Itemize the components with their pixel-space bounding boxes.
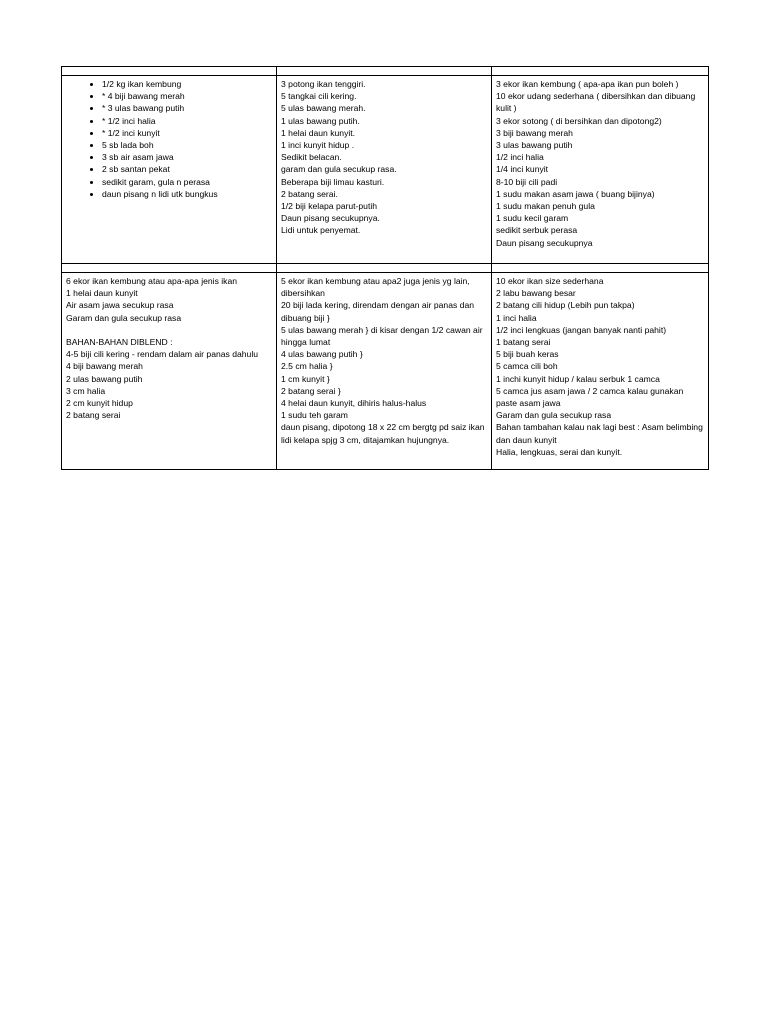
- ingredient-line: 4-5 biji cili kering - rendam dalam air panas dahulu: [66, 349, 259, 360]
- recipe-cell-4: [62, 273, 277, 470]
- recipe-cell-1: [62, 76, 277, 264]
- ingredient-line: 1/4 inci kunyit: [496, 164, 549, 175]
- ingredient-line: 2.5 cm halia }: [281, 361, 333, 372]
- ingredient-line: 5 ulas bawang merah.: [281, 103, 366, 114]
- recipe-cell-3: [492, 76, 709, 264]
- ingredient-line: 1 sudu makan penuh gula: [496, 201, 595, 212]
- ingredient-line: Garam dan gula secukup rasa: [66, 312, 182, 323]
- empty-cell: [277, 264, 492, 273]
- ingredient-line: 3 potong ikan tenggiri.: [281, 79, 366, 89]
- ingredient-line: daun pisang, dipotong 18 x 22 cm bergtg pd saiz ikan: [281, 422, 485, 433]
- ingredient-line: 5 ulas bawang merah } di kisar dengan 1/2 cawan air hingga lumat: [281, 324, 485, 348]
- ingredient-line: 3 cm halia: [66, 385, 106, 396]
- ingredient-item: • 5 sb lada boh: [102, 139, 272, 151]
- ingredient-list: [66, 78, 272, 200]
- ingredient-line: 3 ekor ikan kembung ( apa-apa ikan pun boleh ): [496, 79, 679, 89]
- ingredient-line: 1/2 inci lengkuas (jangan banyak nanti pahit): [496, 324, 667, 335]
- ingredient-line: 10 ekor ikan size sederhana: [496, 276, 604, 286]
- ingredient-line: Bahan tambahan kalau nak lagi best : Asam belimbing dan daun kunyit: [496, 422, 706, 445]
- ingredient-line: 2 labu bawang besar: [496, 288, 576, 299]
- ingredient-line: Garam dan gula secukup rasa: [496, 410, 612, 421]
- ingredient-item: • * 1/2 inci halia: [102, 115, 272, 127]
- ingredient-item: • 1/2 kg ikan kembung: [102, 78, 272, 90]
- ingredient-line: 5 tangkai cili kering.: [281, 91, 357, 102]
- ingredient-line: 2 batang serai.: [281, 188, 338, 199]
- ingredient-line: 2 batang serai: [66, 410, 121, 421]
- empty-cell: [492, 264, 709, 273]
- ingredient-item: • * 1/2 inci kunyit: [102, 127, 272, 139]
- ingredient-line: 5 camca jus asam jawa / 2 camca kalau gunakan paste asam jawa: [496, 385, 686, 409]
- ingredient-line: Daun pisang secukupnya.: [281, 213, 380, 224]
- ingredient-line: 4 ulas bawang putih }: [281, 349, 363, 360]
- ingredient-line: 1 sudu kecil garam: [496, 213, 569, 224]
- ingredient-line: Air asam jawa secukup rasa: [66, 300, 174, 311]
- empty-cell: [492, 67, 709, 76]
- ingredient-item: • * 3 ulas bawang putih: [102, 102, 272, 114]
- ingredient-line: 5 ekor ikan kembung atau apa2 juga jenis yg lain, dibersihkan: [281, 276, 473, 299]
- ingredient-line: 1 inchi kunyit hidup / kalau serbuk 1 camca: [496, 373, 660, 384]
- ingredient-item: • daun pisang n lidi utk bungkus: [102, 188, 272, 200]
- ingredient-line: 1 inci kunyit hidup .: [281, 140, 355, 151]
- ingredient-line: Halia, lengkuas, serai dan kunyit.: [496, 446, 623, 457]
- ingredient-line: 2 ulas bawang putih: [66, 373, 143, 384]
- ingredient-line: 4 helai daun kunyit, dihiris halus-halus: [281, 398, 427, 409]
- ingredient-line: 3 biji bawang merah: [496, 127, 573, 138]
- ingredient-line: 8-10 biji cili padi: [496, 176, 558, 187]
- ingredient-line: 5 biji buah keras: [496, 349, 559, 360]
- recipe-cell-6: [492, 273, 709, 470]
- ingredient-line: 1 batang serai: [496, 337, 551, 348]
- ingredient-line: BAHAN-BAHAN DIBLEND :: [66, 337, 173, 348]
- table-row: [62, 273, 709, 470]
- ingredient-line: [66, 324, 272, 336]
- ingredient-line: 6 ekor ikan kembung atau apa-apa jenis ikan: [66, 276, 238, 286]
- ingredient-line: 4 biji bawang merah: [66, 361, 143, 372]
- ingredient-line: 1/2 biji kelapa parut-putih: [281, 201, 378, 212]
- ingredient-line: 10 ekor udang sederhana ( dibersihkan dan dibuang kulit ): [496, 91, 698, 114]
- ingredient-line: Daun pisang secukupnya: [496, 237, 593, 248]
- ingredient-line: 5 camca cili boh: [496, 361, 558, 372]
- recipe-cell-2: [277, 76, 492, 264]
- ingredient-line: 1 sudu teh garam: [281, 410, 348, 421]
- ingredient-line: 1 sudu makan asam jawa ( buang bijinya): [496, 188, 655, 199]
- table-header-row: [62, 67, 709, 76]
- ingredient-item: • sedikit garam, gula n perasa: [102, 176, 272, 188]
- empty-cell: [62, 67, 277, 76]
- table-row: [62, 76, 709, 264]
- ingredient-line: 1 helai daun kunyit.: [281, 127, 356, 138]
- recipe-cell-5: [277, 273, 492, 470]
- ingredient-item: • 2 sb santan pekat: [102, 163, 272, 175]
- ingredient-line: lidi kelapa spjg 3 cm, ditajamkan hujungnya.: [281, 434, 450, 445]
- ingredient-line: 1/2 inci halia: [496, 152, 544, 163]
- ingredient-item: • 3 sb air asam jawa: [102, 151, 272, 163]
- empty-cell: [277, 67, 492, 76]
- table-spacer-row: [62, 264, 709, 273]
- ingredient-line: Beberapa biji limau kasturi.: [281, 176, 385, 187]
- ingredient-item: • * 4 biji bawang merah: [102, 90, 272, 102]
- ingredient-line: 2 cm kunyit hidup: [66, 398, 133, 409]
- ingredient-line: 20 biji lada kering, direndam dengan air panas dan dibuang biji }: [281, 300, 477, 323]
- ingredient-line: 3 ulas bawang putih: [496, 140, 573, 151]
- ingredient-line: 1 cm kunyit }: [281, 373, 330, 384]
- ingredient-line: Lidi untuk penyemat.: [281, 225, 361, 236]
- ingredient-line: 2 batang cili hidup (Lebih pun takpa): [496, 300, 635, 311]
- ingredient-line: 1 ulas bawang putih.: [281, 115, 360, 126]
- ingredient-line: 1 inci halia: [496, 312, 537, 323]
- ingredient-line: 2 batang serai }: [281, 385, 341, 396]
- ingredient-line: sedikit serbuk perasa: [496, 225, 578, 236]
- ingredient-line: 1 helai daun kunyit: [66, 288, 138, 299]
- recipe-table: [61, 66, 709, 470]
- ingredient-line: garam dan gula secukup rasa.: [281, 164, 397, 175]
- ingredient-line: Sedikit belacan.: [281, 152, 342, 163]
- ingredient-line: 3 ekor sotong ( di bersihkan dan dipotong2): [496, 115, 662, 126]
- empty-cell: [62, 264, 277, 273]
